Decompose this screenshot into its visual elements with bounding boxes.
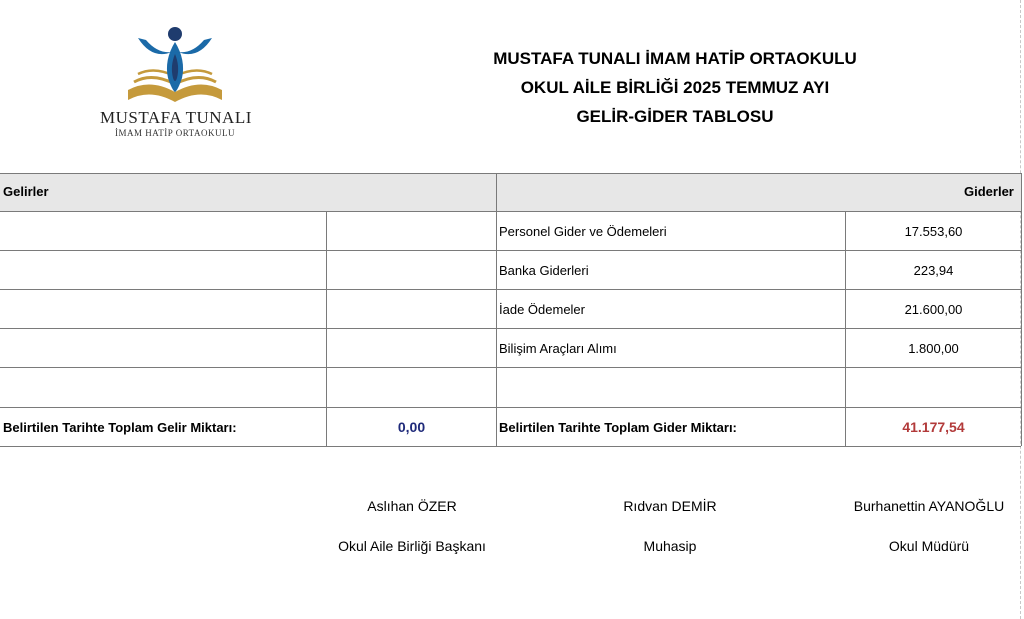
expense-total-label: Belirtilen Tarihte Toplam Gider Miktarı: — [499, 420, 737, 435]
income-header: Gelirler — [3, 184, 49, 199]
table-header-band — [0, 173, 1021, 211]
expense-header: Giderler — [964, 184, 1014, 199]
expense-row-label: Bilişim Araçları Alımı — [499, 341, 617, 356]
grid-line — [0, 211, 1021, 212]
grid-line — [1021, 173, 1022, 446]
signature-title-principal: Okul Müdürü — [888, 538, 970, 554]
grid-line — [0, 446, 1021, 447]
expense-total-value: 41.177,54 — [902, 419, 965, 435]
expense-row-label: Personel Gider ve Ödemeleri — [499, 224, 667, 239]
school-logo — [100, 20, 252, 140]
school-title: MUSTAFA TUNALI İMAM HATİP ORTAOKULU — [493, 49, 857, 68]
expense-row-value: 223,94 — [913, 263, 954, 278]
signature-name-principal: Burhanettin AYANOĞLU — [853, 498, 1005, 514]
expense-row-label: İade Ödemeler — [499, 302, 585, 317]
signature-title-accountant: Muhasip — [643, 538, 697, 554]
grid-line — [0, 407, 1021, 408]
income-total-label: Belirtilen Tarihte Toplam Gelir Miktarı: — [3, 420, 237, 435]
signature-name-president: Aslıhan ÖZER — [367, 498, 457, 514]
grid-line — [496, 173, 497, 446]
logo-emblem-icon — [120, 20, 230, 108]
grid-line — [0, 367, 1021, 368]
expense-row-label: Banka Giderleri — [499, 263, 589, 278]
expense-row-value: 17.553,60 — [904, 224, 963, 239]
association-title: OKUL AİLE BİRLİĞİ 2025 TEMMUZ AYI — [520, 78, 830, 97]
table-title: GELİR-GİDER TABLOSU — [576, 107, 774, 126]
grid-line — [326, 211, 327, 446]
income-total-value: 0,00 — [397, 419, 426, 435]
grid-line — [0, 328, 1021, 329]
signature-title-president: Okul Aile Birliği Başkanı — [338, 538, 486, 554]
expense-row-value: 1.800,00 — [908, 341, 959, 356]
grid-line — [845, 211, 846, 446]
grid-line — [0, 289, 1021, 290]
grid-line — [0, 250, 1021, 251]
logo-school-subtitle: İMAM HATİP ORTAOKULU — [115, 128, 235, 138]
grid-line — [0, 173, 1021, 174]
document-title-block — [420, 44, 930, 131]
expense-row-value: 21.600,00 — [904, 302, 963, 317]
logo-school-name: MUSTAFA TUNALI — [100, 108, 252, 127]
signature-name-accountant: Rıdvan DEMİR — [623, 498, 717, 514]
